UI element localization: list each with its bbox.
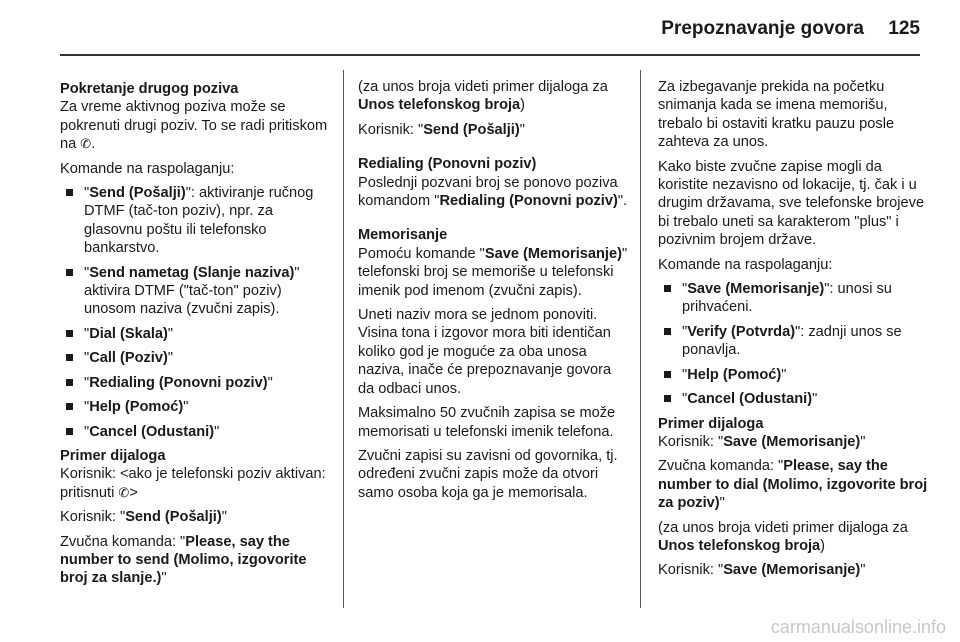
list-item: "Help (Pomoć)" — [658, 366, 930, 384]
list-item: "Call (Poziv)" — [60, 349, 328, 367]
column-right — [658, 78, 930, 586]
paragraph: (za unos broja videti primer dijaloga za Unos telefonskog broja) — [658, 519, 908, 554]
section-heading: Primer dijaloga — [658, 415, 764, 432]
page-number: 125 — [888, 18, 920, 39]
paragraph: Zvučni zapisi su zavisni od govornika, tj. određeni zvučni zapis može da otvori samo osoba koja ga je memorisala. — [358, 447, 618, 501]
bullet-icon — [66, 428, 73, 435]
list-item: "Help (Pomoć)" — [60, 398, 328, 416]
watermark: carmanualsonline.info — [770, 617, 946, 637]
bullet-icon — [664, 371, 671, 378]
bullet-icon — [664, 328, 671, 335]
paragraph: Za vreme aktivnog poziva može se pokrenuti drugi poziv. To se radi pritiskom na ✆. — [60, 99, 328, 153]
column-middle — [358, 78, 628, 508]
list-item: "Cancel (Odustani)" — [658, 390, 930, 408]
list-item: "Send (Pošalji)": aktiviranje ručnog DTMF (tač-ton poziv), npr. za glasovnu poštu ili telefonsko bankarstvo. — [60, 184, 328, 258]
bullet-icon — [66, 379, 73, 386]
column-divider — [640, 70, 641, 608]
paragraph: Pomoću komande "Save (Memorisanje)" telefonski broj se memoriše u telefonski imenik pod imenom (zvučni zapis). — [358, 245, 628, 299]
section-heading: Pokretanje drugog poziva — [60, 81, 239, 97]
commands-label: Komande na raspolaganju: — [60, 160, 235, 177]
list-item: "Send nametag (Slanje naziva)" aktivira DTMF ("tač-ton" poziv) unosom naziva (zvučni zapis). — [60, 264, 328, 319]
phone-answer-icon: ✆ — [118, 484, 130, 500]
bullet-icon — [664, 395, 671, 402]
paragraph: Poslednji pozvani broj se ponovo poziva komandom "Redialing (Ponovni poziv)". — [358, 174, 628, 210]
list-item: "Cancel (Odustani)" — [60, 423, 328, 441]
commands-label: Komande na raspolaganju: — [658, 256, 833, 273]
section-heading: Primer dijaloga — [60, 447, 166, 464]
section-heading: Memorisanje — [358, 227, 448, 244]
paragraph: Korisnik: "Save (Memorisanje)" — [658, 562, 866, 579]
list-item: "Verify (Potvrda)": zadnji unos se ponavlja. — [658, 323, 930, 360]
column-left — [60, 80, 328, 594]
paragraph: Korisnik: "Save (Memorisanje)" — [658, 433, 866, 450]
list-item: "Dial (Skala)" — [60, 325, 328, 343]
section-heading: Redialing (Ponovni poziv) — [358, 156, 537, 173]
paragraph: Zvučna komanda: "Please, say the number to send (Molimo, izgovorite broj za slanje.)" — [60, 533, 307, 587]
bullet-icon — [66, 269, 73, 276]
bullet-icon — [664, 285, 671, 292]
bullet-icon — [66, 354, 73, 361]
page-title: Prepoznavanje govora — [661, 18, 864, 39]
bullet-icon — [66, 403, 73, 410]
paragraph: Kako biste zvučne zapise mogli da koristite nezavisno od lokacije, tj. čak i u drugim državama, sve telefonske brojeve bi trebalo uneti sa karakterom "plus" i pozivnim brojem države. — [658, 158, 925, 249]
paragraph: Uneti naziv mora se jednom ponoviti. Visina tona i izgovor mora biti identičan koliko god je moguće za oba unosa naziva, inače će prepoznavanje govora da odbaci unos. — [358, 307, 612, 397]
command-list — [60, 184, 328, 441]
bullet-icon — [66, 330, 73, 337]
paragraph: Za izbegavanje prekida na početku snimanja kada se imena memorišu, trebalo bi ostaviti kratku pauzu posle zahteva za unos. — [658, 79, 895, 151]
list-item: "Save (Memorisanje)": unosi su prihvaćeni. — [658, 280, 930, 317]
phone-answer-icon: ✆ — [80, 136, 92, 152]
column-divider — [343, 70, 344, 608]
paragraph: (za unos broja videti primer dijaloga za Unos telefonskog broja) — [358, 79, 608, 114]
list-item: "Redialing (Ponovni poziv)" — [60, 374, 328, 392]
paragraph: Zvučna komanda: "Please, say the number to dial (Molimo, izgovorite broj za poziv)" — [658, 458, 928, 512]
header-rule — [60, 54, 920, 56]
paragraph: Korisnik: "Send (Pošalji)" — [60, 509, 227, 526]
command-list — [658, 280, 930, 408]
page-header — [60, 14, 920, 54]
bullet-icon — [66, 189, 73, 196]
paragraph: Korisnik: <ako je telefonski poziv aktivan: pritisnuti ✆> — [60, 466, 326, 501]
paragraph: Korisnik: "Send (Pošalji)" — [358, 121, 525, 138]
paragraph: Maksimalno 50 zvučnih zapisa se može memorisati u telefonski imenik telefona. — [358, 405, 616, 440]
